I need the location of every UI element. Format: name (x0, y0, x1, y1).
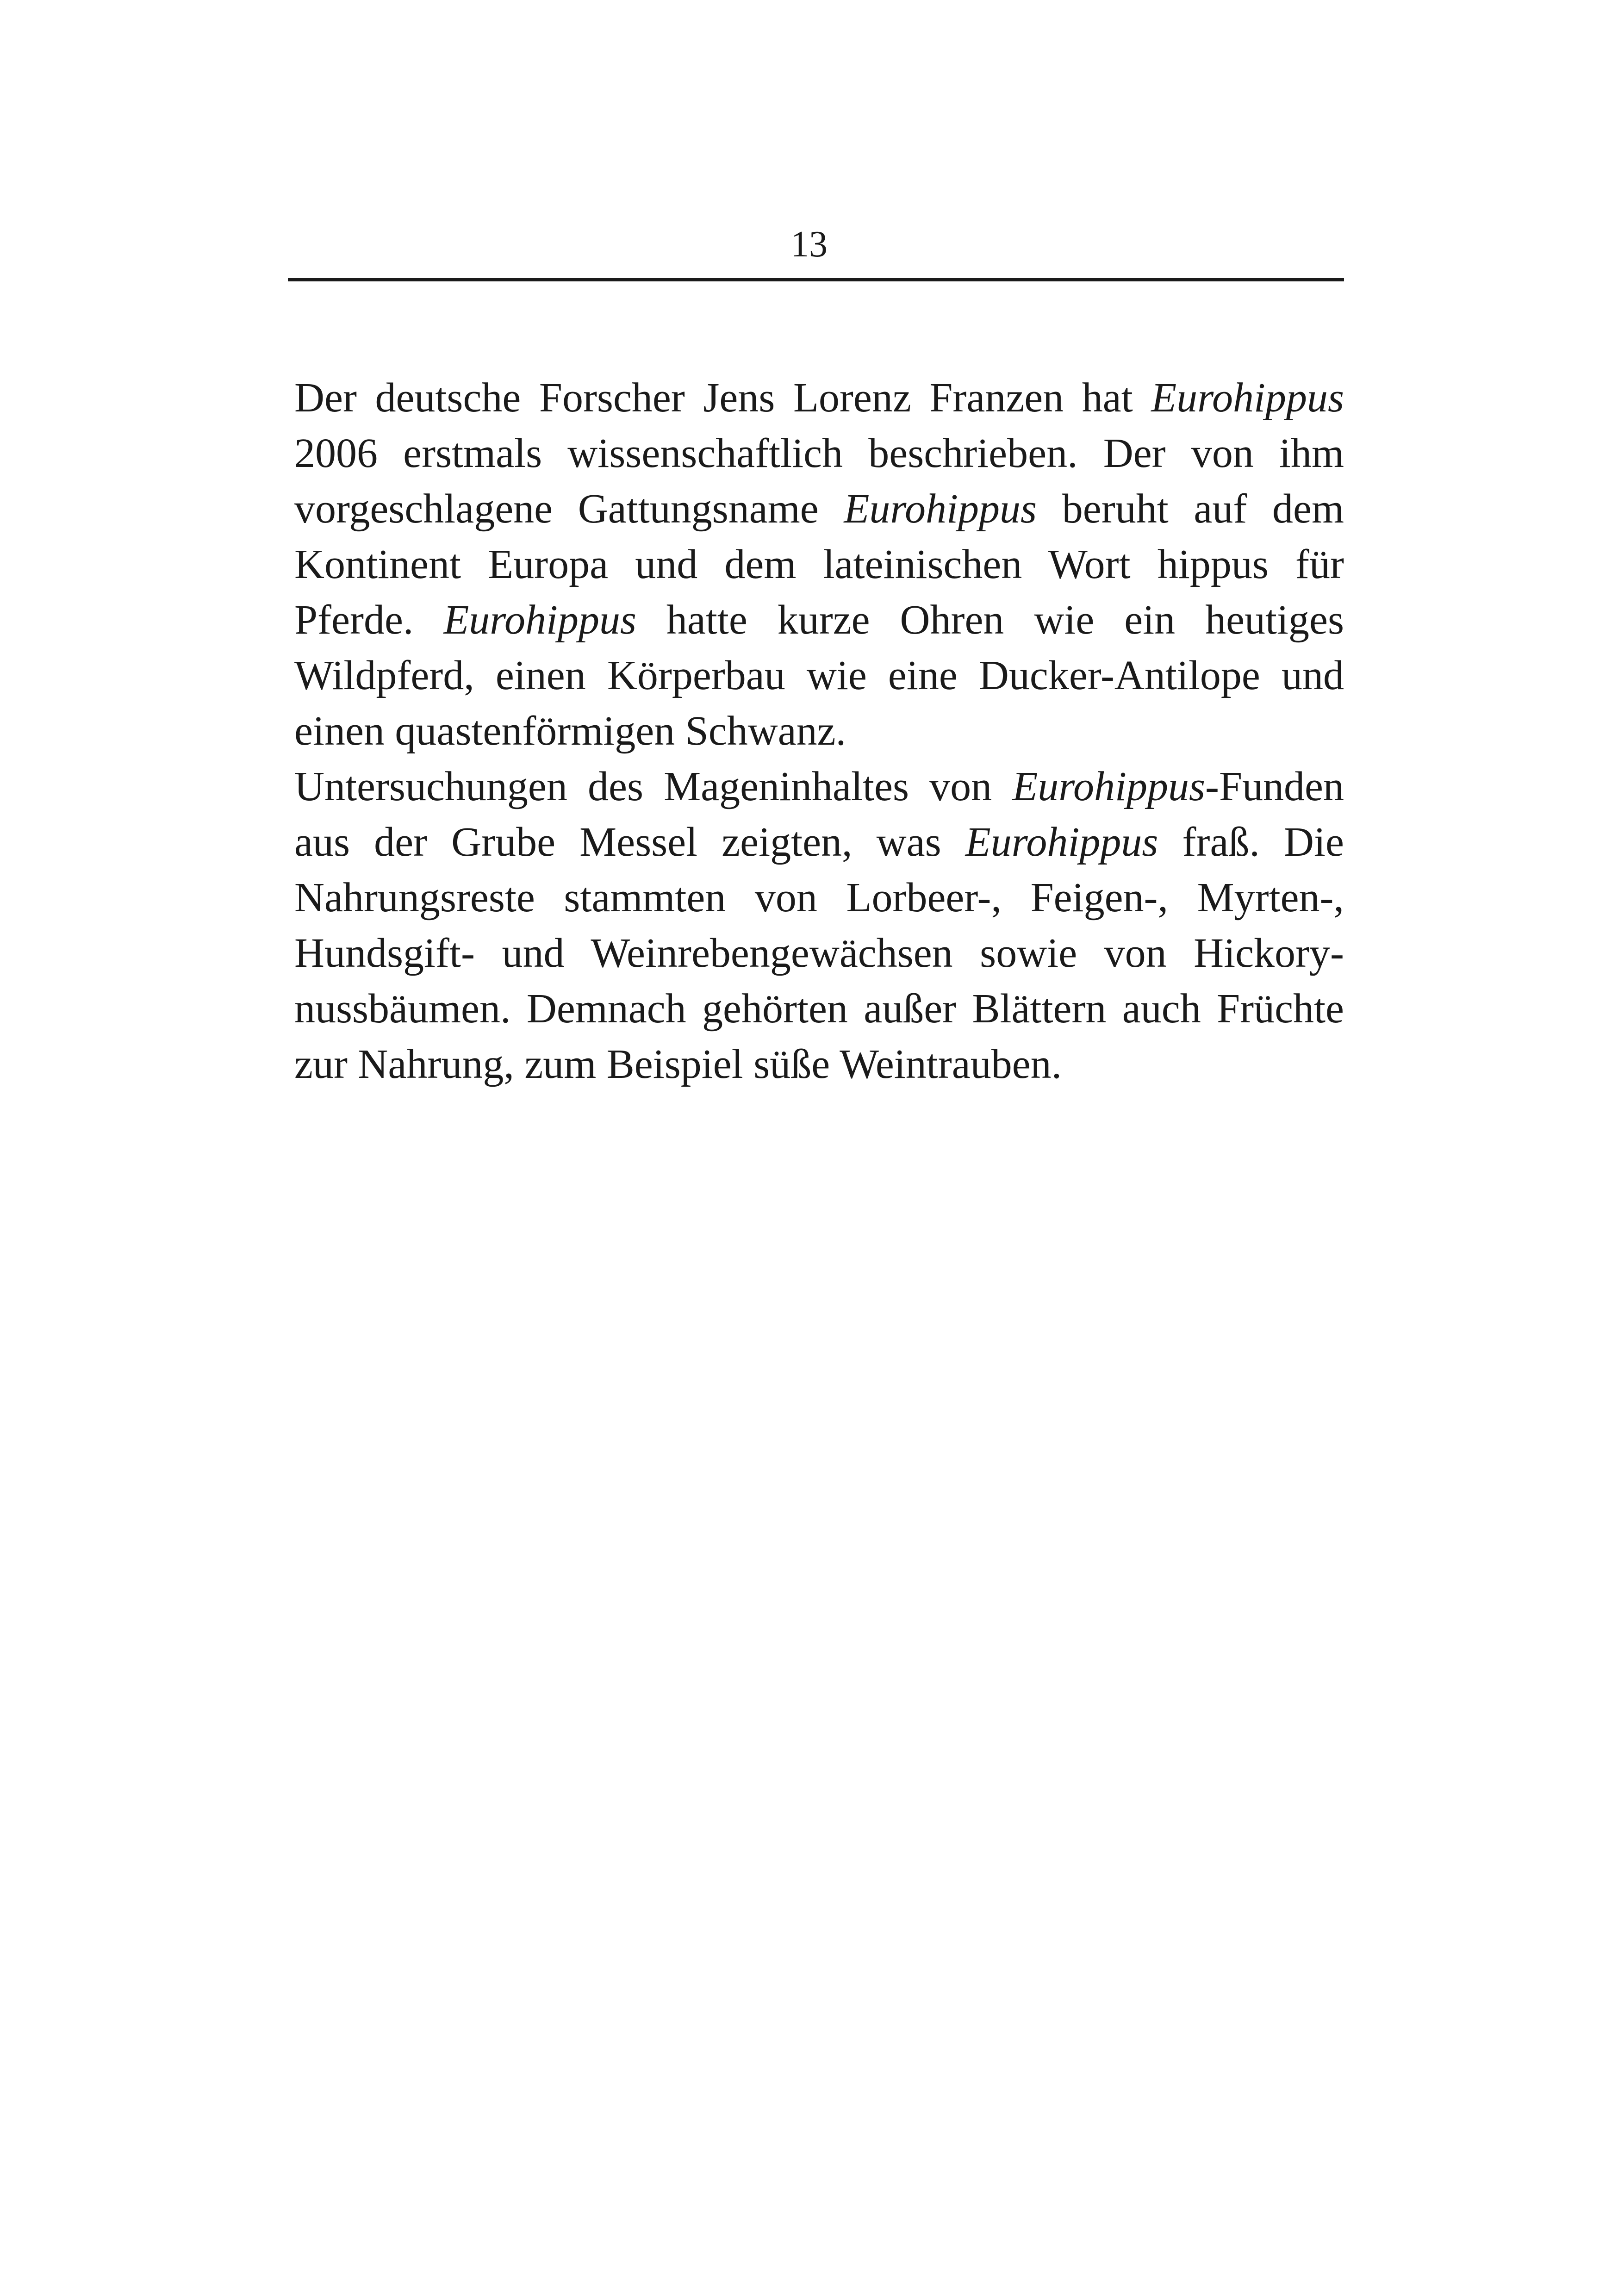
text-run: Untersuchungen des Mageninhaltes von (294, 764, 1013, 809)
text-line (294, 926, 1344, 981)
text-run: Kontinent Europa und dem lateinischen Wort hippus für (294, 541, 1344, 587)
text-line (294, 703, 1344, 759)
text-line (294, 981, 1344, 1037)
text-line (294, 426, 1344, 481)
text-run: nussbäumen. Demnach gehörten außer Blättern auch Früchte (294, 986, 1344, 1032)
text-run: hatte kurze Ohren wie ein heutiges (636, 597, 1344, 643)
text-run: Hundsgift- und Weinrebengewächsen sowie von Hickory- (294, 930, 1344, 976)
text-line (294, 1037, 1344, 1092)
text-run: aus der Grube Messel zeigten, was (294, 819, 965, 865)
text-run: -Funden (1205, 764, 1344, 809)
text-run: 2006 erstmals wissenschaftlich beschrieben. Der von ihm (294, 430, 1344, 476)
text-line (294, 370, 1344, 426)
text-line (294, 481, 1344, 537)
header-rule (288, 278, 1344, 281)
text-line (294, 815, 1344, 870)
text-run: beruht auf dem (1037, 486, 1344, 532)
text-run: Wildpferd, einen Körperbau wie eine Ducker-Antilope und (294, 653, 1344, 698)
text-run: Nahrungsreste stammten von Lorbeer-, Feigen-, Myrten-, (294, 875, 1344, 921)
text-run: fraß. Die (1158, 819, 1344, 865)
body-text (294, 370, 1344, 1092)
text-line (294, 592, 1344, 648)
text-run: vorgeschlagene Gattungsname (294, 486, 844, 532)
text-line (294, 537, 1344, 592)
text-run: Der deutsche Forscher Jens Lorenz Franzen hat (294, 375, 1151, 421)
text-run: Pferde. (294, 597, 444, 643)
text-line (294, 648, 1344, 703)
italic-term: Eurohippus (965, 819, 1158, 865)
text-run: zur Nahrung, zum Beispiel süße Weintrauben. (294, 1041, 1062, 1087)
text-line (294, 759, 1344, 815)
italic-term: Eurohippus (443, 597, 637, 643)
paragraph (294, 370, 1344, 759)
text-line (294, 870, 1344, 926)
paragraph (294, 759, 1344, 1092)
text-run: einen quastenförmigen Schwanz. (294, 708, 846, 754)
italic-term: Eurohippus (844, 486, 1037, 532)
page-number: 13 (790, 224, 828, 265)
italic-term: Eurohippus (1012, 764, 1206, 809)
italic-term: Eurohippus (1151, 375, 1344, 421)
